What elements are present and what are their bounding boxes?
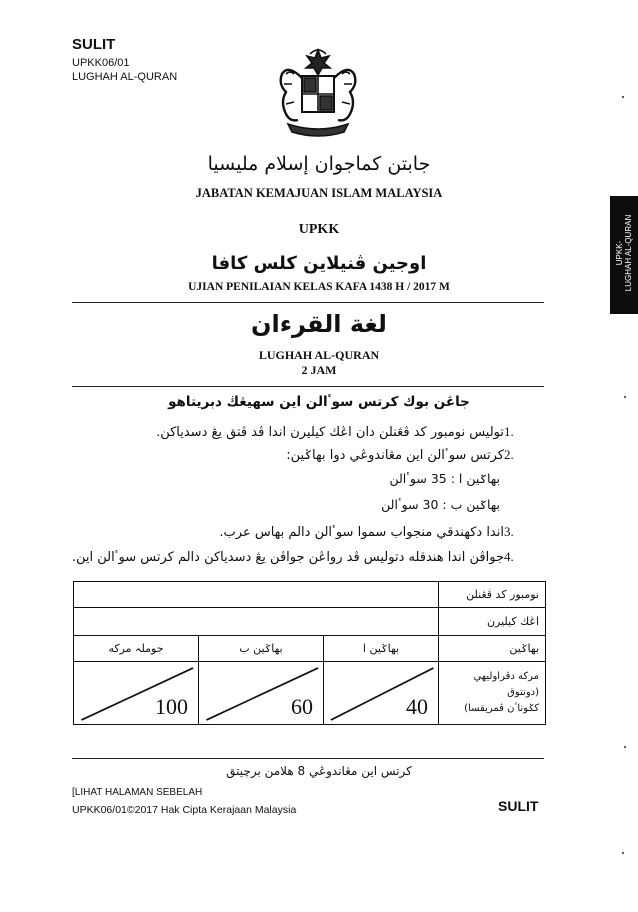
exam-duration: 2 JAM xyxy=(301,363,337,377)
scan-speck xyxy=(624,746,626,748)
table-row xyxy=(74,636,546,662)
max-mark-section-b: 60 xyxy=(291,694,313,719)
candidate-info-table xyxy=(73,581,546,725)
instruction-text: كرتس سوٴالن اين مڠاندوڠي دوا بهاݢين: xyxy=(286,448,504,463)
marks-section-a-cell[interactable] xyxy=(324,662,439,725)
subject-code-name: LUGHAH AL-QURAN xyxy=(72,71,178,83)
table-row xyxy=(74,662,546,725)
row-label-birth-cert: اڠك كيليرن xyxy=(439,608,546,636)
instruction-item xyxy=(156,424,526,440)
candidate-id-field[interactable] xyxy=(74,582,439,608)
scan-speck xyxy=(622,852,624,854)
scan-speck xyxy=(622,96,624,98)
exam-title-rumi: UJIAN PENILAIAN KELAS KAFA 1438 H / 2017 M xyxy=(188,281,450,293)
coat-of-arms-icon xyxy=(268,44,368,140)
instruction-text: جواڤن اندا هندقله دتوليس ڤد رواڠن جواڤن يڠ دسدياكن دالم كرتس سوٴالن اين. xyxy=(71,550,504,565)
subject-title-rumi: LUGHAH AL-QURAN xyxy=(258,348,380,362)
instruction-subitem: بهاݢين ب : 30 سوٴالن xyxy=(381,497,500,512)
row-label-candidate-id: نومبور كد ڤڠنلن xyxy=(439,582,546,608)
col-header-total: جوملہ مركه xyxy=(74,636,199,662)
instruction-number: 2. xyxy=(504,447,514,462)
copyright-notice: UPKK06/01©2017 Hak Cipta Kerajaan Malaysia xyxy=(72,804,297,816)
subject-title-arabic: لغة القرءان xyxy=(251,310,387,338)
exam-acronym: UPKK xyxy=(298,222,340,237)
turn-page-note: [LIHAT HALAMAN SEBELAH xyxy=(72,787,203,798)
divider xyxy=(72,302,544,303)
classification-top: SULIT xyxy=(72,36,116,53)
row-label-marks xyxy=(439,662,546,725)
side-tab-label xyxy=(615,201,633,305)
agency-name-rumi: JABATAN KEMAJUAN ISLAM MALAYSIA xyxy=(195,186,443,200)
instruction-text: اندا دكهندقي منجواب سموا سوٴالن دالم بهاس عرب. xyxy=(219,525,504,540)
scan-speck xyxy=(624,396,626,398)
divider xyxy=(72,386,544,387)
table-row xyxy=(74,582,546,608)
row-label-section: بهاݢين xyxy=(439,636,546,662)
col-header-section-a: بهاݢين ا xyxy=(324,636,439,662)
table-row xyxy=(74,608,546,636)
max-mark-section-a: 40 xyxy=(406,694,429,719)
instruction-item xyxy=(72,549,526,565)
instruction-number: 4. xyxy=(504,549,514,564)
instruction-item xyxy=(219,524,526,540)
max-mark-total: 100 xyxy=(155,694,188,719)
marks-total-cell[interactable] xyxy=(74,662,199,725)
instruction-subitem: بهاݢين ا : 35 سوٴالن xyxy=(389,471,500,486)
marks-section-b-cell[interactable] xyxy=(199,662,324,725)
paper-code: UPKK06/01 xyxy=(72,57,130,69)
marks-label-line: مركه دڤراوليهي (دونتوق xyxy=(473,671,540,698)
agency-name-jawi: جابتن كماجوان إسلام مليسيا xyxy=(207,153,431,175)
instruction-text: توليس نومبور كد ڤڠنلن دان اڠك كيليرن اندا ڤد ڤتق يڠ دسدياكن. xyxy=(156,425,504,440)
page-count-note: كرتس اين مڠاندوڠي 8 هلامن برچيتق xyxy=(226,764,412,778)
exam-title-jawi: اوجين ڤنيلاين كلس كافا xyxy=(211,253,427,274)
paper-code-block xyxy=(72,56,177,84)
instruction-number: 1. xyxy=(504,424,514,439)
col-header-section-b: بهاݢين ب xyxy=(199,636,324,662)
side-tab-line: LUGHAH AL-QURAN xyxy=(624,214,633,292)
side-tab-line: UPKK- xyxy=(615,240,624,266)
classification-bottom: SULIT xyxy=(498,798,539,814)
marks-label-line: كݢوناٴن ڤمريقسا) xyxy=(464,703,540,714)
instructions-heading: جاڠن بوك كرتس سوٴالن اين سهيڠڬ دبريتاهو xyxy=(168,394,470,410)
divider xyxy=(72,758,544,759)
instruction-item xyxy=(286,447,526,463)
birth-cert-field[interactable] xyxy=(74,608,439,636)
instruction-number: 3. xyxy=(504,524,514,539)
